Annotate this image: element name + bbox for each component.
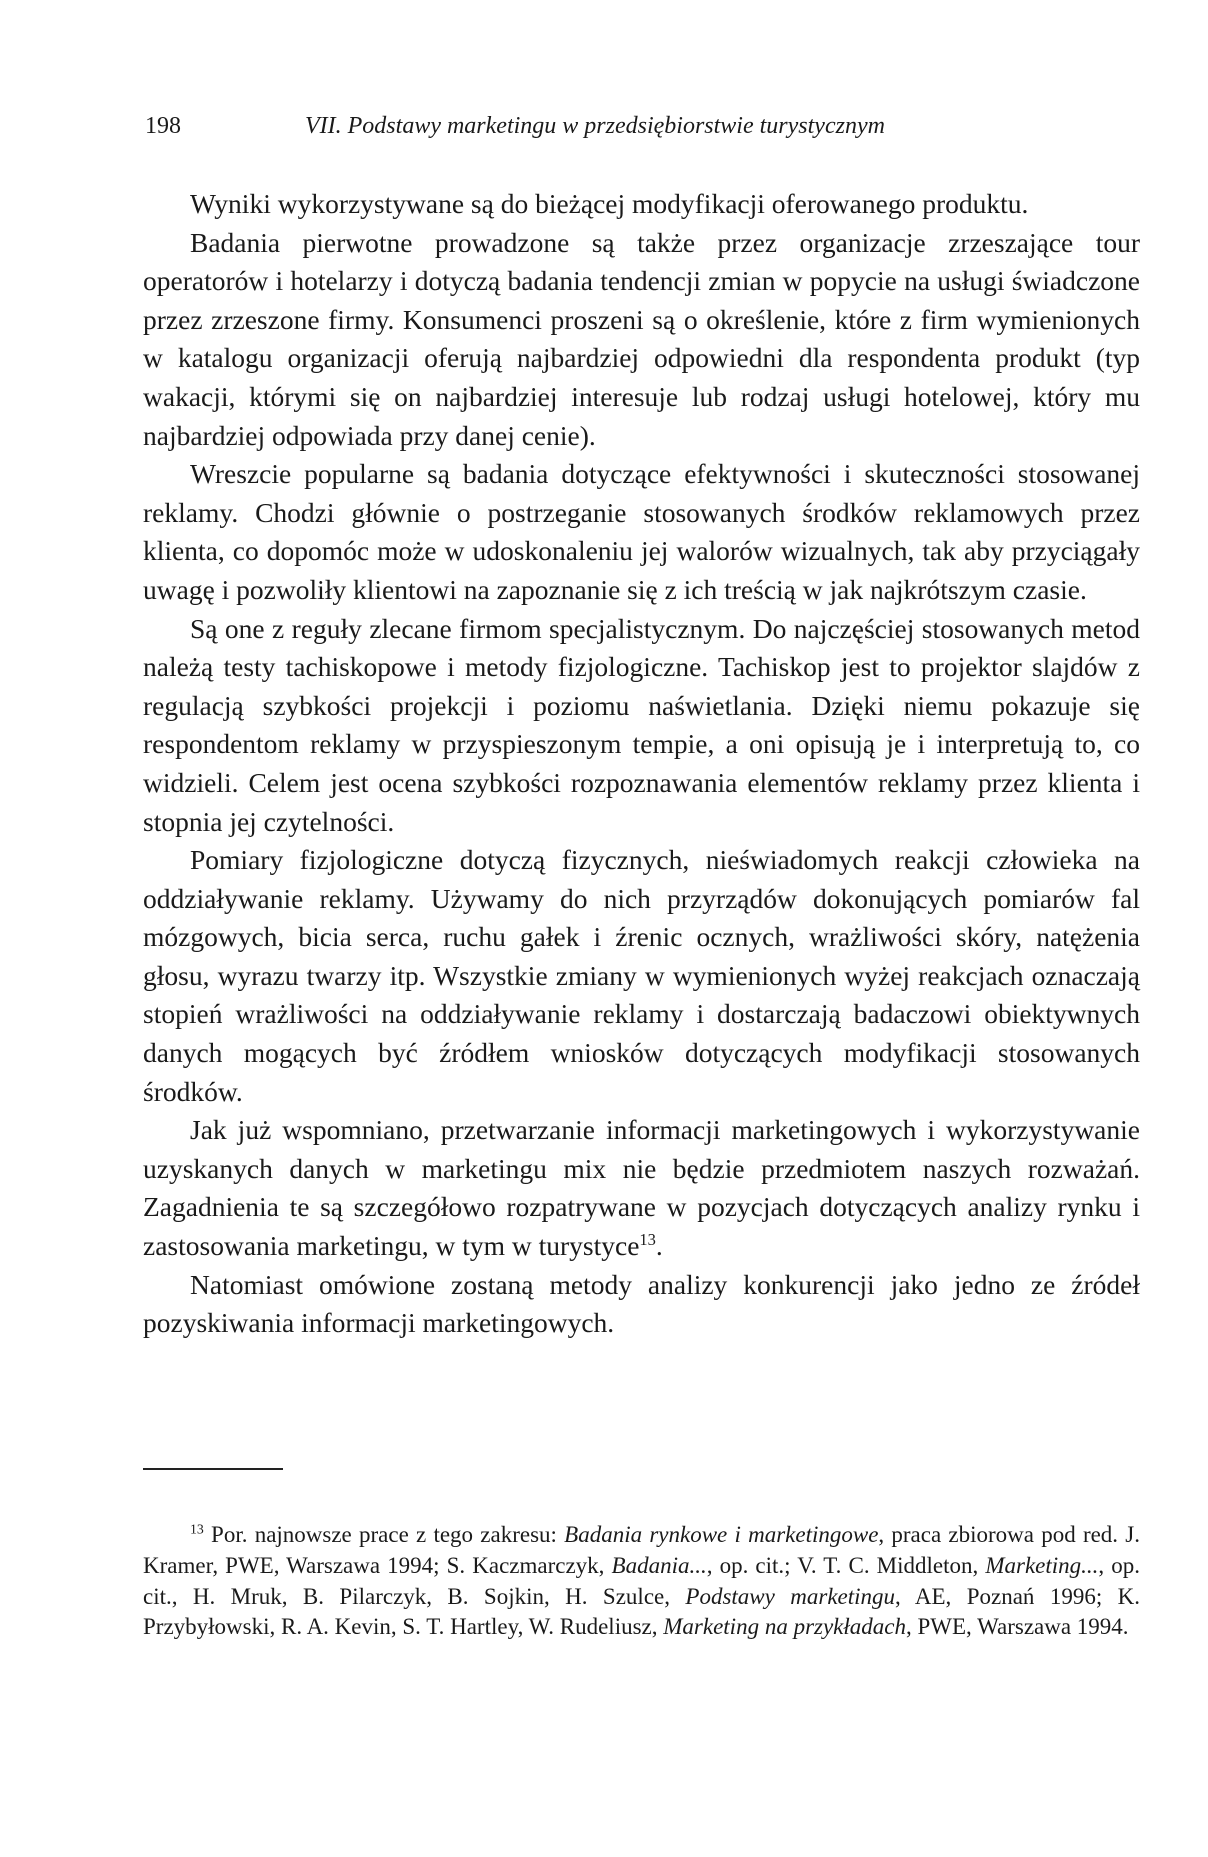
paragraph-3: Wreszcie popularne są badania dotyczące efektywności i skuteczności stosowanej reklamy. Chodzi głównie o postrzeganie stosowanych środków reklamowych przez klienta, co dopomóc może w udoskonaleniu jej walorów wizualnych, tak aby przyciągały uwagę i pozwoliły klientowi na zapoznanie się z ich treścią w jak najkrótszym czasie. <box>143 458 1140 605</box>
paragraph-6 <box>143 1111 1140 1265</box>
footnote-text-5: , AE, Poznań 1996; K. Przybyłowski, R. A. Kevin, S. T. Hartley, W. Rudeliusz, <box>143 1583 1140 1640</box>
paragraph-7: Natomiast omówione zostaną metody analizy konkurencji jako jedno ze źródeł pozyskiwania informacji marketingowych. <box>143 1268 1140 1339</box>
footnote-number: 13 <box>190 1521 204 1537</box>
footnote-text-2: , praca zbiorowa pod red. J. Kramer, PWE, Warszawa 1994; S. Kaczmarczyk, <box>143 1522 1140 1578</box>
footnote-title-1: Badania rynkowe i marketingowe <box>564 1522 879 1547</box>
footnote-text-6: , PWE, Warszawa 1994. <box>906 1614 1129 1640</box>
footnote-13 <box>143 1520 1140 1643</box>
footnote-title-4: Podstawy marketingu <box>685 1583 896 1609</box>
footnote-title-3: Marketing... <box>985 1552 1099 1578</box>
footnote-text-1: Por. najnowsze prace z tego zakresu: <box>203 1522 565 1547</box>
page-number: 198 <box>145 113 181 139</box>
footnote-title-5: Marketing na przykładach <box>663 1614 906 1640</box>
paragraph-6-text: Jak już wspomniano, przetwarzanie informacji marketingowych i wykorzystywanie uzyskanych danych w marketingu mix nie będzie przedmiotem naszych rozważań. Zagadnienia te są szczegółowo rozpatrywane w pozycjach dotyczących analizy rynku i zastosowania marketingu, w tym w turystyce <box>143 1114 1140 1262</box>
footnote-text-3: , op. cit.; V. T. C. Middleton, <box>706 1552 986 1578</box>
paragraph-4: Są one z reguły zlecane firmom specjalistycznym. Do najczęściej stosowanych metod należą testy tachiskopowe i metody fizjologiczne. Tachiskop jest to projektor slajdów z regulacją szybkości projekcji i poziomu naświetlania. Dzięki niemu pokazuje się respondentom reklamy w przyspieszonym tempie, a oni opisują je i interpretują to, co widzieli. Celem jest ocena szybkości rozpoznawania elementów reklamy przez klienta i stopnia jej czytelności. <box>143 612 1140 837</box>
footnote-separator <box>143 1468 283 1470</box>
footnote-reference: 13 <box>639 1229 656 1249</box>
paragraph-6-end: . <box>655 1230 663 1262</box>
paragraph-5: Pomiary fizjologiczne dotyczą fizycznych, nieświadomych reakcji człowieka na oddziaływanie reklamy. Używamy do nich przyrządów dokonujących pomiarów fal mózgowych, bicia serca, ruchu gałek i źrenic ocznych, wrażliwości skóry, natężenia głosu, wyrazu twarzy itp. Wszystkie zmiany w wymienionych wyżej reakcjach oznaczają stopień wrażliwości na oddziaływanie reklamy i dostarczają badaczowi obiektywnych danych mogących być źródłem wniosków dotyczących modyfikacji stosowanych środków. <box>143 844 1140 1107</box>
footnote-text-4: , op. cit., H. Mruk, B. Pilarczyk, B. Sojkin, H. Szulce, <box>143 1552 1140 1609</box>
footnotes <box>143 1520 1140 1643</box>
paragraph-1: Wyniki wykorzystywane są do bieżącej modyfikacji oferowanego produktu. <box>190 188 1029 219</box>
footnote-title-2: Badania... <box>611 1552 707 1578</box>
body-text <box>143 185 1140 1343</box>
paragraph-2: Badania pierwotne prowadzone są także przez organizacje zrzeszające tour operatorów i hotelarzy i dotyczą badania tendencji zmian w popycie na usługi świadczone przez zrzeszone firmy. Konsumenci proszeni są o określenie, które z firm wymienionych w katalogu organizacji oferują najbardziej odpowiedni dla respondenta produkt (typ wakacji, którymi się on najbardziej interesuje lub rodzaj usługi hotelowej, który mu najbardziej odpowiada przy danej cenie). <box>143 226 1140 451</box>
running-title: VII. Podstawy marketingu w przedsiębiorstwie turystycznym <box>305 113 885 139</box>
